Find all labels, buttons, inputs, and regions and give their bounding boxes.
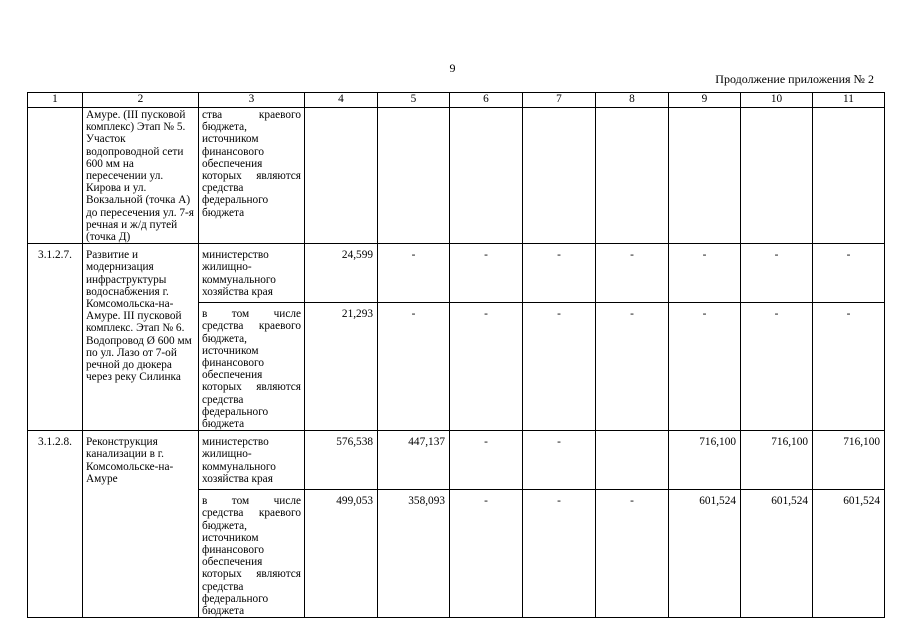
value-cell: - [450,431,523,490]
column-header: 3 [199,93,305,108]
measure-name-cell: Амуре. (III пусковой комплекс) Этап № 5. Участок водопроводной сети 600 мм на пересечении ул. Кирова и ул. Вокзальной (точка А) до пересечения ул. 7-я речная и ж/д путей (точка Д) [83,108,199,244]
column-header: 4 [305,93,378,108]
value-cell: 358,093 [378,490,450,618]
appendix-continuation-label: Продолжение приложения № 2 [715,72,874,86]
value-cell [523,108,596,244]
value-cell: - [813,244,885,303]
column-header: 1 [28,93,83,108]
funding-source-cell: министерство жилищно-коммунального хозяйства края [199,431,305,490]
table-header-row [28,93,885,108]
row-code-cell [28,108,83,244]
value-cell: - [450,303,523,431]
value-cell: 24,599 [305,244,378,303]
value-cell: 447,137 [378,431,450,490]
measure-name-cell: Развитие и модернизация инфраструктуры водоснабжения г. Комсомольска-на-Амуре. III пусковой комплекс. Этап № 6. Водопровод Ø 600 мм по ул. Лазо от 7-ой речной до дюкера через реку Силинка [83,244,199,431]
budget-table [27,92,885,618]
value-cell: 716,100 [669,431,741,490]
value-cell: - [450,244,523,303]
value-cell: - [596,490,669,618]
value-cell [596,431,669,490]
value-cell: 601,524 [669,490,741,618]
row-code-cell: 3.1.2.8. [28,431,83,618]
value-cell: - [741,244,813,303]
table-row [28,431,885,490]
column-header: 8 [596,93,669,108]
column-header: 6 [450,93,523,108]
column-header: 5 [378,93,450,108]
value-cell [813,108,885,244]
column-header: 11 [813,93,885,108]
value-cell: - [813,303,885,431]
value-cell [378,108,450,244]
page-number: 9 [449,61,456,75]
value-cell: 716,100 [813,431,885,490]
value-cell [741,108,813,244]
value-cell: - [523,431,596,490]
column-header: 9 [669,93,741,108]
value-cell: 499,053 [305,490,378,618]
value-cell [450,108,523,244]
funding-source-cell: в том числе средства краевого бюджета, источником финансового обеспечения которых являются средства федерального бюджета [199,490,305,618]
value-cell [305,108,378,244]
value-cell: 601,524 [741,490,813,618]
value-cell: 601,524 [813,490,885,618]
column-header: 7 [523,93,596,108]
value-cell: - [378,244,450,303]
column-header: 2 [83,93,199,108]
value-cell: - [378,303,450,431]
funding-source-cell: в том числе средства краевого бюджета, источником финансового обеспечения которых являются средства федерального бюджета [199,303,305,431]
value-cell: - [450,490,523,618]
column-header: 10 [741,93,813,108]
value-cell: - [669,303,741,431]
row-code-cell: 3.1.2.7. [28,244,83,431]
value-cell: - [596,303,669,431]
value-cell: - [523,303,596,431]
value-cell: - [741,303,813,431]
value-cell: - [596,244,669,303]
value-cell: - [523,490,596,618]
value-cell: - [669,244,741,303]
measure-name-cell: Реконструкция канализации в г. Комсомольске-на-Амуре [83,431,199,618]
value-cell [596,108,669,244]
value-cell [669,108,741,244]
table-row [28,244,885,303]
value-cell: 21,293 [305,303,378,431]
funding-source-cell: ства краевого бюджета, источником финансового обеспечения которых являются средства федерального бюджета [199,108,305,244]
table-row [28,108,885,244]
funding-source-cell: министерство жилищно-коммунального хозяйства края [199,244,305,303]
value-cell: 716,100 [741,431,813,490]
value-cell: 576,538 [305,431,378,490]
value-cell: - [523,244,596,303]
